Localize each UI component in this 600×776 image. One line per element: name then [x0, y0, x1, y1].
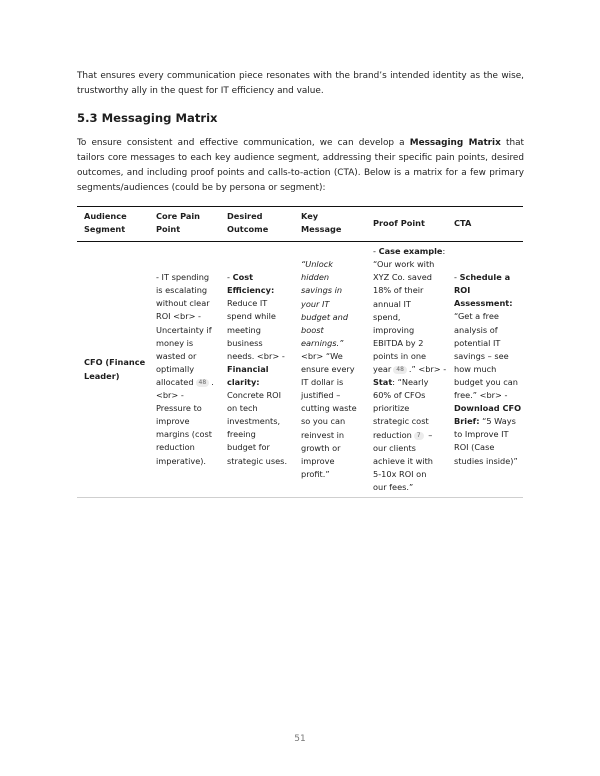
page-number: 51	[294, 734, 306, 744]
body-paragraph	[77, 136, 524, 196]
cell-desired-outcome: - Cost Efficiency: Reduce IT spend while meeting business needs. <br> - Financial clarity: Concrete ROI on tech investments, freeing budget for strategic uses.	[220, 242, 294, 498]
cell-core-pain-point: - IT spending is escalating without clear ROI <br> - Uncertainty if money is wasted or optimally allocated 48 . <br> - Pressure to improve margins (cost reduction imperative).	[149, 242, 220, 498]
intro-paragraph: That ensures every communication piece resonates with the brand’s intended identity as the wise, trustworthy ally in the quest for IT efficiency and value.	[77, 71, 524, 96]
body-text-bold: Messaging Matrix	[409, 138, 501, 148]
header-key-message: Key Message	[294, 207, 366, 242]
body-text-2: that tailors core messages to each key audience segment, addressing their specific pain points, desired outcomes, and including proof points and calls-to-action (CTA). Below is a matrix for a few primary segments/audiences (could be by persona or segment):	[77, 138, 524, 193]
body-text-1: To ensure consistent and effective communication, we can develop a	[77, 138, 410, 148]
section-heading: 5.3 Messaging Matrix	[77, 111, 218, 125]
header-proof-point: Proof Point	[366, 207, 447, 242]
header-desired-outcome: Desired Outcome	[220, 207, 294, 242]
cell-cta: - Schedule a ROI Assessment: “Get a free analysis of potential IT savings – see how much budget you can free.” <br> - Download CFO Brief: “5 Ways to Improve IT ROI (Case studies inside)”	[447, 242, 523, 498]
header-cta: CTA	[447, 207, 523, 242]
table-header-row	[77, 207, 523, 242]
messaging-matrix-table	[77, 206, 523, 498]
header-audience-segment: Audience Segment	[77, 207, 149, 242]
table-row	[77, 242, 523, 498]
citation-badge[interactable]: 7	[414, 432, 424, 440]
header-core-pain-point: Core Pain Point	[149, 207, 220, 242]
citation-badge[interactable]: 48	[393, 366, 407, 374]
cell-proof-point: - Case example: “Our work with XYZ Co. saved 18% of their annual IT spend, improving EBITDA by 2 points in one year 48 .” <br> - Stat: “Nearly 60% of CFOs prioritize strategic cost reduction 7 – our clients achieve it with 5-10x ROI on our fees.”	[366, 242, 447, 498]
cell-audience-segment: CFO (Finance Leader)	[77, 242, 149, 498]
citation-badge[interactable]: 48	[196, 379, 210, 387]
cell-key-message: “Unlock hidden savings in your IT budget and boost earnings.” <br> “We ensure every IT dollar is justified – cutting waste so you can reinvest in growth or improve profit.”	[294, 242, 366, 498]
